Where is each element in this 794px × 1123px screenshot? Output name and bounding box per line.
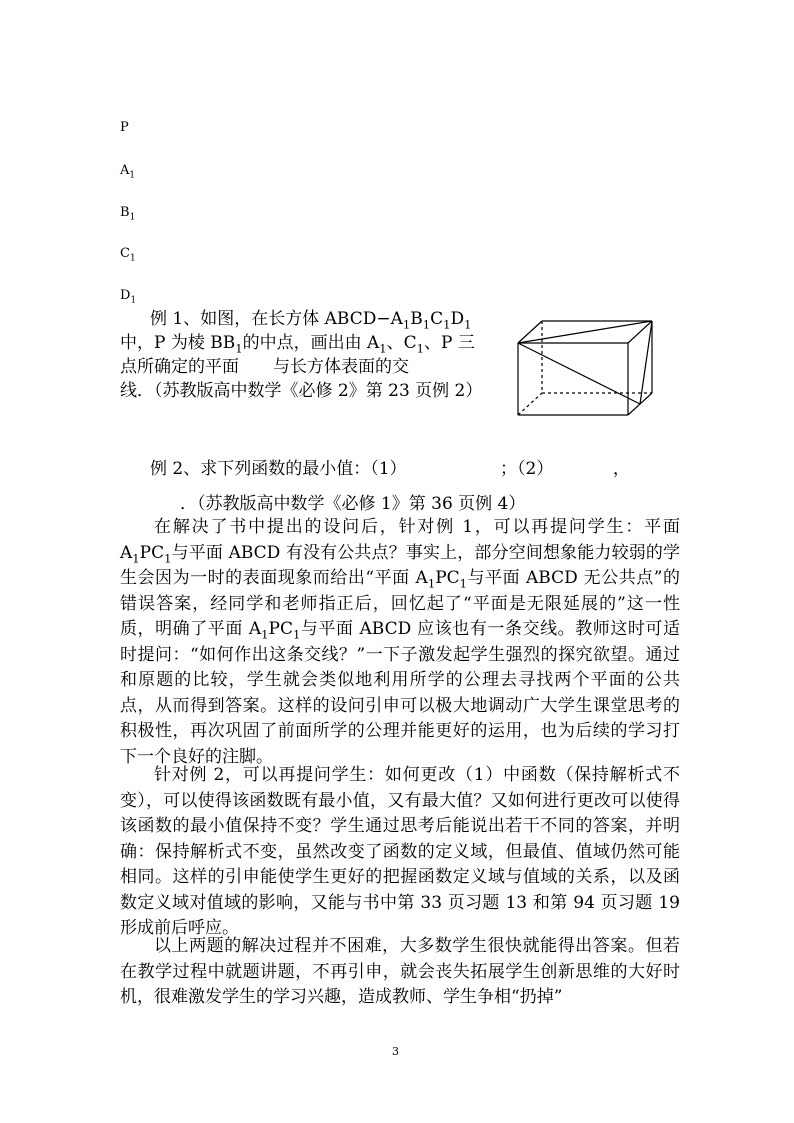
cuboid-figure bbox=[508, 315, 668, 420]
cuboid-hidden-edges bbox=[518, 321, 652, 415]
paragraph-3: 以上两题的解决过程并不困难，大多数学生很快就能得出答案。但若在教学过程中就题讲题，不再引申，就会丧失拓展学生创新思维的大好时机，很难激发学生的学习兴趣，造成教师、学生争相“扔掉” bbox=[120, 936, 680, 1007]
example2-line2: ．（苏教版高中数学《必修 1》第 36 页例 4） bbox=[180, 494, 526, 514]
example1-line1: 例 1、如图，在长方体 $ABCD-A_1B_1C_1D_1$ bbox=[150, 309, 472, 332]
page-number: 3 bbox=[392, 1045, 399, 1058]
example1-line4: 线．（苏教版高中数学《必修 2》第 23 页例 2） bbox=[120, 381, 483, 401]
label-d1: $D_1$ bbox=[120, 288, 137, 306]
label-c1: $C_1$ bbox=[120, 246, 136, 264]
label-a1: $A_1$ bbox=[120, 163, 136, 181]
label-p: P bbox=[120, 120, 129, 135]
example1-line2: 中，P 为棱 $BB_1$的中点，画出由 $A_1$、$C_1$、P 三 bbox=[120, 333, 475, 356]
paragraph-1: 在解决了书中提出的设问后，针对例 1，可以再提问学生：平面 $A_1PC_1$与平面 ABCD 有没有公共点？事实上，部分空间想象能力较弱的学生会因为一时的表面现象而给出“平面 $A_1PC_1$与平面 ABCD 无公共点”的错误答案，经同学和老师指正后，回忆起了“平面是无限延展的”这一性质，明确了平面 $A_1PC_1$与平面 ABCD 应该也有一条交线。教师这时可适时提问：“如何作出这条交线？”一下子激发起学生强烈的探究欲望。通过和原题的比较，学生就会类似地利用所学的公理去寻找两个平面的公共点，从而得到答案。这样的设问引申可以极大地调动广大学生课堂思考的积极性，再次巩固了前面所学的公理并能更好的运用，也为后续的学习打下一个良好的注脚。 bbox=[120, 517, 680, 767]
paragraph-2: 针对例 2，可以再提问学生：如何更改（1）中函数（保持解析式不变），可以使得该函数既有最小值，又有最大值？又如何进行更改可以使得该函数的最小值保持不变？学生通过思考后能说出若干不同的答案，并明确：保持解析式不变，虽然改变了函数的定义域，但最值、值域仍然可能相同。这样的引申能使学生更好的把握函数定义域与值域的关系，以及函数定义域对值域的影响，又能与书中第 33 页习题 13 和第 94 页习题 19 形成前后呼应。 bbox=[120, 765, 680, 938]
example2-line1: 例 2、求下列函数的最小值：（1） ；（2） ， bbox=[150, 459, 630, 479]
cuboid-edges bbox=[518, 321, 652, 415]
label-b1: $B_1$ bbox=[120, 205, 136, 223]
example1-line3: 点所确定的平面 与长方体表面的交 bbox=[120, 357, 409, 377]
